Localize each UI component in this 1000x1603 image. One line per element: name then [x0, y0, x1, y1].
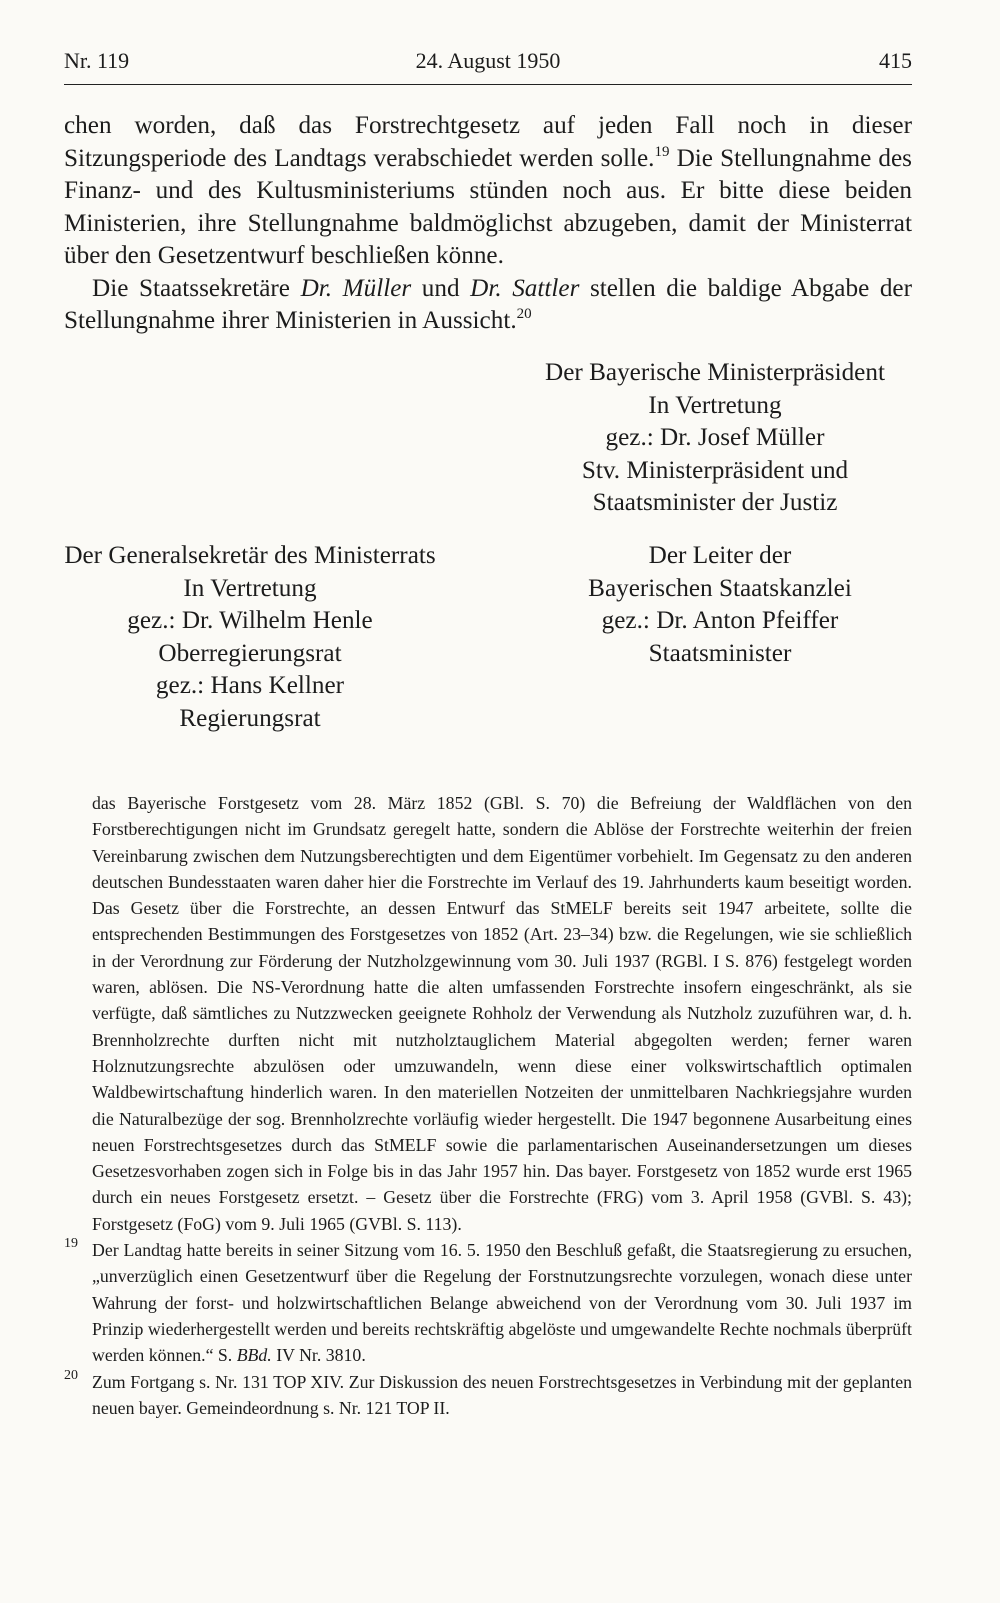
- citation-ref: BBd.: [236, 1345, 272, 1366]
- signature-line: Der Generalsekretär des Ministerrats: [64, 542, 436, 569]
- body-paragraph: Die Staatssekretäre Dr. Müller und Dr. Sattler stellen die baldige Abgabe der Stellungnahme ihrer Ministerien in Aussicht.$^{20}$: [64, 274, 912, 334]
- footnote-continuation: das Bayerische Forstgesetz vom 28. März 1852 (GBl. S. 70) die Befreiung der Waldflächen von den Forstberechtigungen nicht im Grundsatz geregelt hatte, sondern die Ablöse der Forstrechte weiterhin der freien Vereinbarung zwischen dem Nutzungsberechtigten und dem Eigentümer vorbehielt. Im Gegensatz zu den anderen deutschen Bundesstaaten waren daher hier die Forstrechte im Verlauf des 19. Jahrhunderts kaum beseitigt worden. Das Gesetz über die Forstrechte, an dessen Entwurf das StMELF bereits seit 1947 arbeitete, sollte die entsprechenden Bestimmungen des Forstgesetzes von 1852 (Art. 23–34) bzw. die Regelungen, wie sie schließlich in der Verordnung zur Förderung der Nutzholzgewinnung vom 30. Juli 1937 (RGBl. I S. 876) festgelegt worden waren, ablösen. Die NS-Verordnung hatte die alten umfassenden Forstrechte insofern eingeschränkt, als sie verfügte, daß sämtliches zu Nutzzwecken geeignete Rohholz der Verwendung als Nutzholz zuzuführen war, d. h. Brennholzrechte durften nicht mit nutzholztauglichem Material abgegolten werden; ferner waren Holznutzungsrechte abzulösen oder umzuwandeln, wenn diese einer volkswirtschaftlich optimalen Waldbewirtschaftung hinderlich waren. In den materiellen Notzeiten der unmittelbaren Nachkriegsjahre wurden die Naturalbezüge der sog. Brennholzrechte vorläufig wieder hergestellt. Die 1947 begonnene Ausarbeitung eines neuen Forstrechtsgesetzes durch das StMELF sowie die parlamentarischen Auseinandersetzungen um dieses Gesetzesvorhaben zogen sich in Folge bis in das Jahr 1957 hin. Das bayer. Forstgesetz von 1852 wurde erst 1965 durch ein neues Forstgesetz ersetzt. – Gesetz über die Forstrechte (FRG) vom 3. April 1958 (GVBl. S. 43); Forstgesetz (FoG) vom 9. Juli 1965 (GVBl. S. 113).: [92, 793, 912, 1234]
- document-number: Nr. 119: [64, 48, 130, 73]
- person-name: Dr. Sattler: [470, 274, 580, 302]
- signature-line: Staatsminister der Justiz: [592, 489, 838, 516]
- footnote-19: 19 Der Landtag hatte bereits in seiner Sitzung vom 16. 5. 1950 den Beschluß gefaßt, die Staatsregierung zu ersuchen, „unverzüglich einen Gesetzentwurf über die Regelung der Forstnutzungsrechte vorzulegen, wonach diese unter Wahrung der forst- und holzwirtschaftlichen Belange abweichend von der Verordnung vom 30. Juli 1937 im Prinzip wiederhergestellt werden und bereits rechtskräftig abgelöste und umgewandelte Rechte nochmals überprüft werden können.“ S. BBd. IV Nr. 3810.: [64, 1237, 912, 1368]
- running-head: [64, 44, 912, 85]
- body-paragraph: chen worden, daß das Forstrechtgesetz auf jeden Fall noch in dieser Sitzungsperiode des Landtags verabschiedet werden solle.$^{19}$ Die Stellungnahme des Finanz- und des Kultusministeriums stünden noch aus. Er bitte diese beiden Ministerien, ihre Stellungnahme baldmöglichst abzugeben, damit der Ministerrat über den Gesetzentwurf beschließen könne.: [64, 112, 912, 269]
- signature-line: Oberregierungsrat: [158, 639, 342, 667]
- session-date: 24. August 1950: [415, 48, 561, 73]
- signature-ministerpraesident: [500, 357, 930, 520]
- signature-line: Der Leiter der: [648, 542, 792, 569]
- signature-line: In Vertretung: [183, 574, 317, 602]
- signature-line: gez.: Hans Kellner: [155, 672, 345, 699]
- signature-line: Staatsminister: [648, 639, 792, 667]
- footnote-number: 20: [64, 1367, 78, 1383]
- signature-line: Der Bayerische Ministerpräsident: [545, 359, 885, 386]
- signature-line: gez.: Dr. Wilhelm Henle: [127, 607, 373, 634]
- signature-line: Stv. Ministerpräsident und: [581, 456, 849, 484]
- signature-generalsekretaer: [55, 540, 445, 735]
- body-text: [64, 110, 912, 338]
- footnote-ref-19: 19: [654, 143, 670, 160]
- signature-line: gez.: Dr. Anton Pfeiffer: [601, 607, 839, 634]
- signature-staatskanzlei: [520, 540, 920, 670]
- footnote-number: 19: [64, 1236, 78, 1252]
- footnote-ref-20: 20: [516, 306, 532, 322]
- signature-line: In Vertretung: [648, 391, 782, 419]
- footnote-20: 20 Zum Fortgang s. Nr. 131 TOP XIV. Zur Diskussion des neuen Forstrechtsgesetzes in Verbindung mit der geplanten neuen bayer. Gemeindeordnung s. Nr. 121 TOP II.: [64, 1369, 912, 1422]
- person-name: Dr. Müller: [300, 274, 412, 302]
- signature-line: Regierungsrat: [179, 704, 321, 732]
- signature-line: gez.: Dr. Josef Müller: [605, 424, 825, 451]
- footnotes: [64, 790, 912, 1421]
- signature-line: Bayerischen Staatskanzlei: [588, 574, 852, 602]
- page-number: 415: [879, 48, 912, 73]
